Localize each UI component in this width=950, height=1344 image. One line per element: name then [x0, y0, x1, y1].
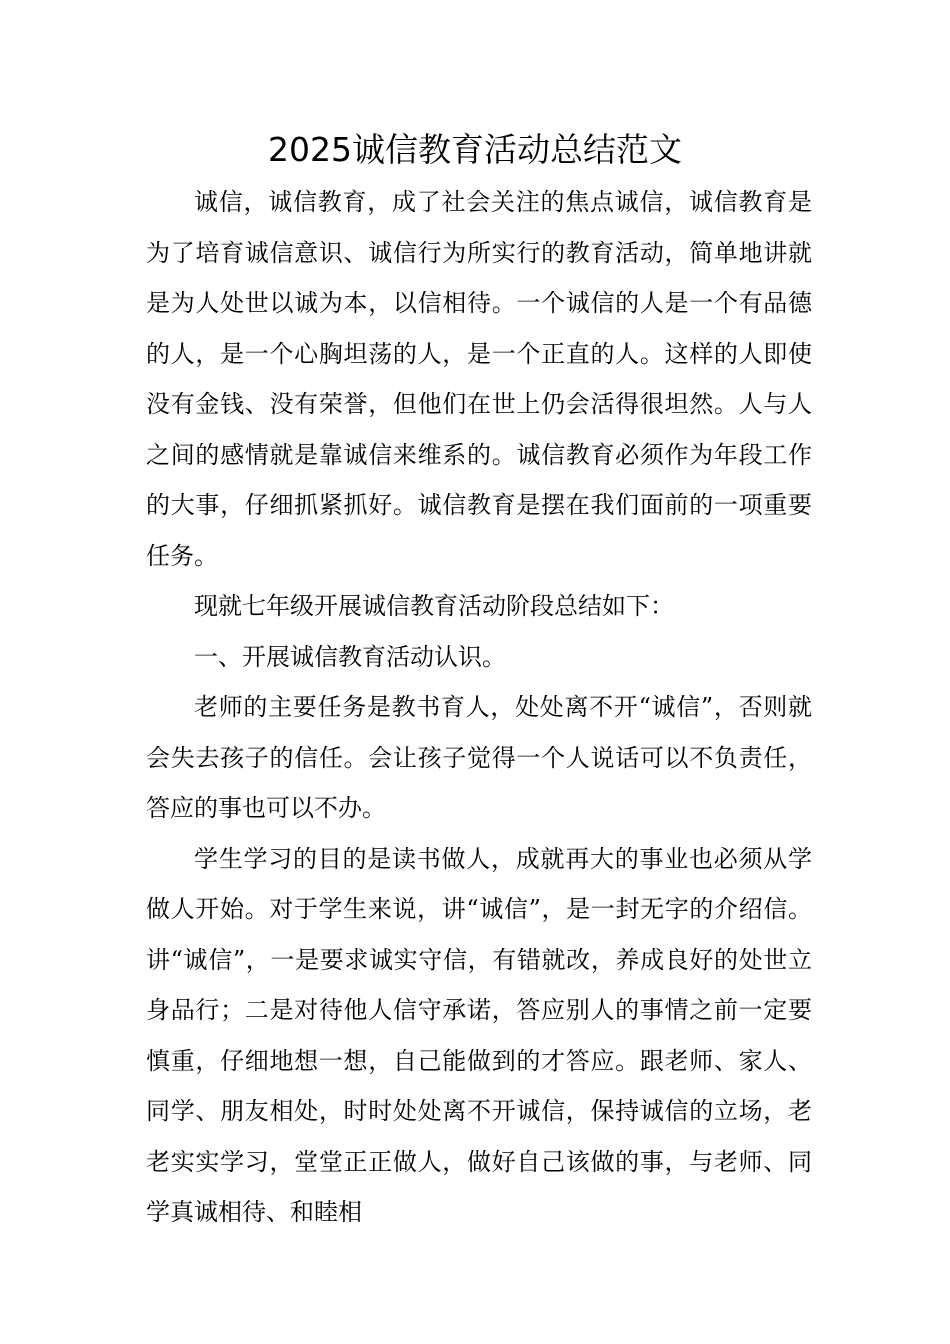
section-heading-1: 一、开展诚信教育活动认识。 [194, 642, 506, 671]
paragraph-teachers: 老师的主要任务是教书育人，处处离不开“诚信”，否则就会失去孩子的信任。会让孩子觉得一个人说话可以不负责任，答应的事也可以不办。 [146, 693, 812, 822]
paragraph-intro: 诚信，诚信教育，成了社会关注的焦点诚信，诚信教育是为了培育诚信意识、诚信行为所实行的教育活动，简单地讲就是为人处世以诚为本，以信相待。一个诚信的人是一个有品德的人，是一个心胸坦荡的人，是一个正直的人。这样的人即使没有金钱、没有荣誉，但他们在世上仍会活得很坦然。人与人之间的感情就是靠诚信来维系的。诚信教育必须作为年段工作的大事，仔细抓紧抓好。诚信教育是摆在我们面前的一项重要任务。 [146, 188, 812, 570]
paragraph-students: 学生学习的目的是读书做人，成就再大的事业也必须从学做人开始。对于学生来说，讲“诚信”，是一封无字的介绍信。讲“诚信”，一是要求诚实守信，有错就改，养成良好的处世立身品行；二是对待他人信守承诺，答应别人的事情之前一定要慎重，仔细地想一想，自己能做到的才答应。跟老师、家人、同学、朋友相处，时时处处离不开诚信，保持诚信的立场，老老实实学习，堂堂正正做人，做好自己该做的事，与老师、同学真诚相待、和睦相 [146, 844, 812, 1226]
document-body [146, 177, 812, 1238]
paragraph-summary-lead: 现就七年级开展诚信教育活动阶段总结如下： [194, 592, 674, 620]
document-title: 2025诚信教育活动总结范文 [268, 130, 682, 169]
